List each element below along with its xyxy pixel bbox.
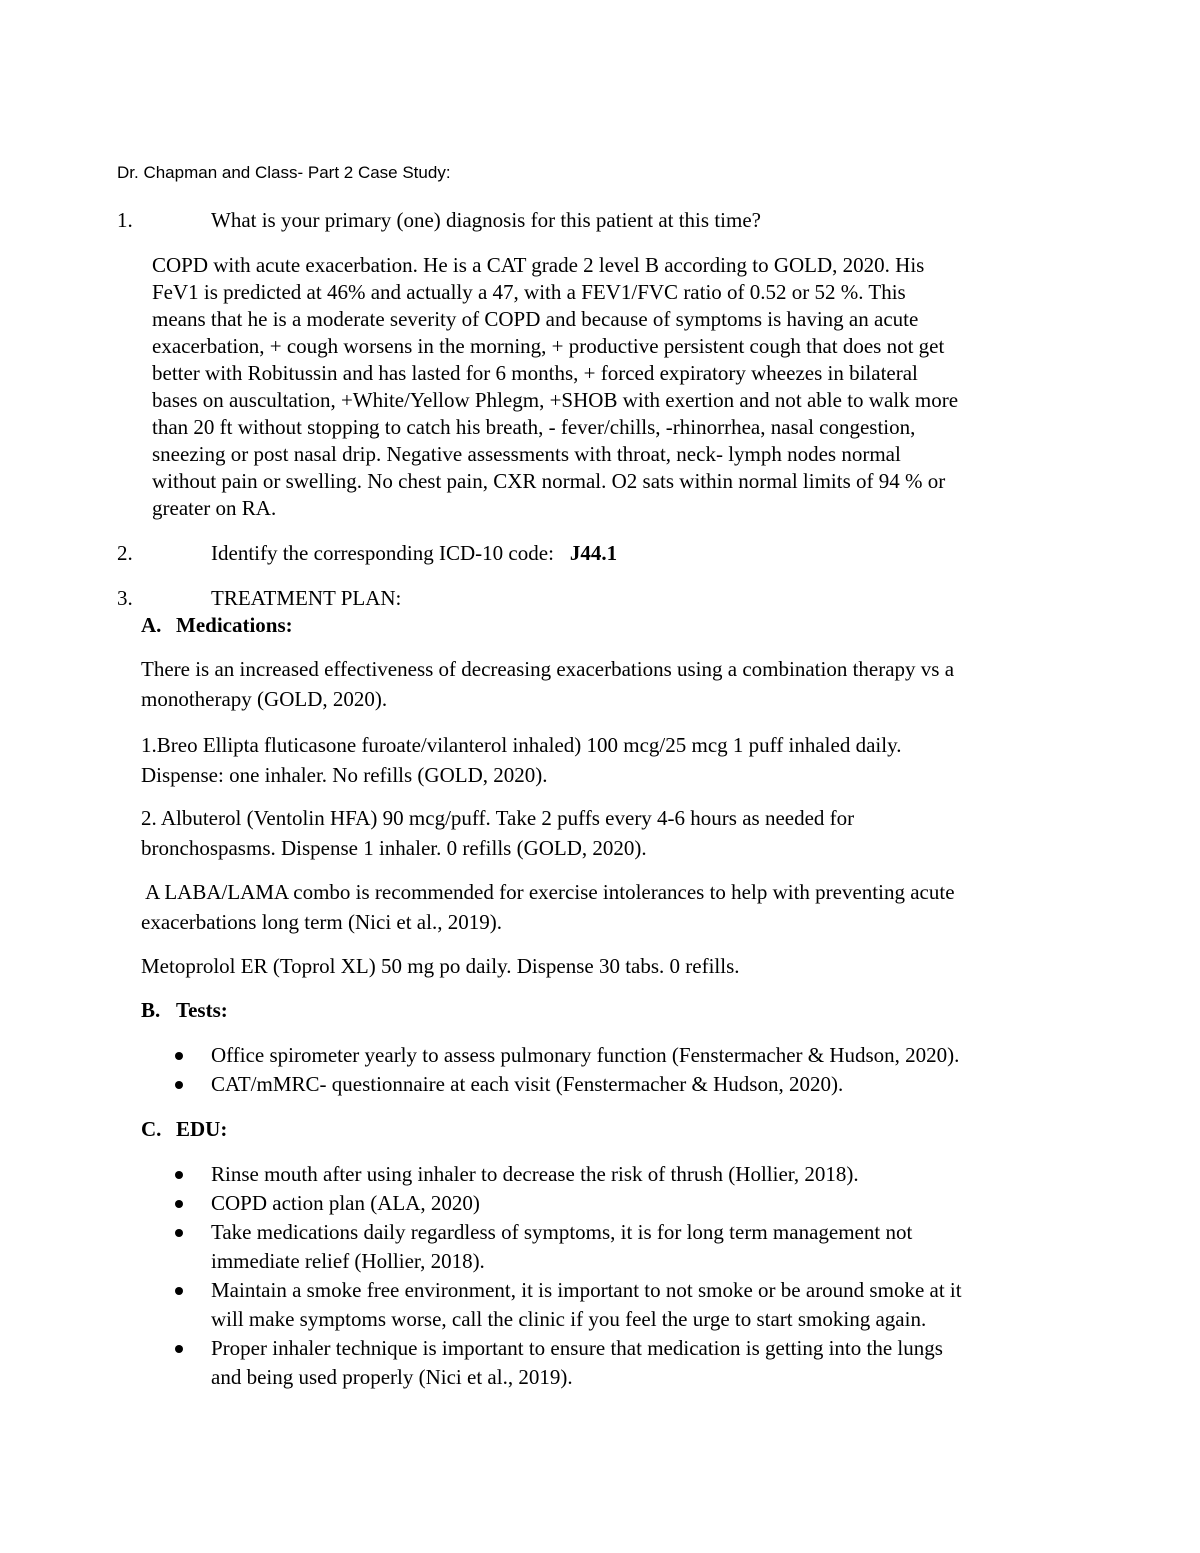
medication-albuterol xyxy=(141,803,854,863)
paragraph-line: exacerbations long term (Nici et al., 2019). xyxy=(141,910,502,934)
paragraph-line: bronchospasms. Dispense 1 inhaler. 0 refills (GOLD, 2020). xyxy=(141,836,647,860)
edu-list xyxy=(211,1160,962,1392)
list-item-line: will make symptoms worse, call the clinic if you feel the urge to start smoking again. xyxy=(211,1307,927,1331)
question-1-number: 1. xyxy=(117,208,133,232)
bullet-icon xyxy=(175,1345,183,1353)
list-item xyxy=(211,1334,962,1392)
answer-line: greater on RA. xyxy=(152,496,277,520)
list-item-line: Rinse mouth after using inhaler to decrease the risk of thrush (Hollier, 2018). xyxy=(211,1162,859,1186)
list-item-line: Office spirometer yearly to assess pulmonary function (Fenstermacher & Hudson, 2020). xyxy=(211,1043,960,1067)
paragraph-line: Dispense: one inhaler. No refills (GOLD, 2020). xyxy=(141,763,548,787)
question-2-label: Identify the corresponding ICD-10 code: xyxy=(211,541,554,565)
paragraph-line: 1.Breo Ellipta fluticasone furoate/vilanterol inhaled) 100 mcg/25 mcg 1 puff inhaled daily. xyxy=(141,733,902,757)
list-item xyxy=(211,1160,962,1189)
answer-line: COPD with acute exacerbation. He is a CAT grade 2 level B according to GOLD, 2020. His xyxy=(152,253,925,277)
question-3-number: 3. xyxy=(117,586,133,610)
paragraph-line: monotherapy (GOLD, 2020). xyxy=(141,687,388,711)
answer-line: bases on auscultation, +White/Yellow Phlegm, +SHOB with exertion and not able to walk more xyxy=(152,388,959,412)
bullet-icon xyxy=(175,1287,183,1295)
answer-line: exacerbation, + cough worsens in the morning, + productive persistent cough that does not get xyxy=(152,334,945,358)
list-item-line: Maintain a smoke free environment, it is important to not smoke or be around smoke at it xyxy=(211,1278,962,1302)
answer-line: better with Robitussin and has lasted for 6 months, + forced expiratory wheezes in bilateral xyxy=(152,361,918,385)
document-title: Dr. Chapman and Class- Part 2 Case Study: xyxy=(117,163,451,182)
answer-line: than 20 ft without stopping to catch his breath, - fever/chills, -rhinorrhea, nasal congestion, xyxy=(152,415,916,439)
list-item xyxy=(211,1041,959,1070)
question-2-number: 2. xyxy=(117,541,133,565)
list-item xyxy=(211,1189,962,1218)
section-heading-text: Medications: xyxy=(176,613,293,637)
section-letter: C. xyxy=(141,1117,162,1141)
section-letter: B. xyxy=(141,998,161,1022)
laba-lama-note xyxy=(141,877,955,937)
question-1-text: What is your primary (one) diagnosis for this patient at this time? xyxy=(211,208,761,232)
list-item-line: immediate relief (Hollier, 2018). xyxy=(211,1249,485,1273)
bullet-icon xyxy=(175,1081,183,1089)
question-1-answer xyxy=(152,252,1067,522)
list-item-line: Take medications daily regardless of symptoms, it is for long term management not xyxy=(211,1220,913,1244)
bullet-icon xyxy=(175,1171,183,1179)
tests-heading xyxy=(141,998,228,1023)
section-letter: A. xyxy=(141,613,162,637)
list-item xyxy=(211,1276,962,1334)
paragraph-line: There is an increased effectiveness of decreasing exacerbations using a combination therapy vs a xyxy=(141,657,955,681)
list-item-line: Proper inhaler technique is important to ensure that medication is getting into the lungs xyxy=(211,1336,943,1360)
answer-line: means that he is a moderate severity of COPD and because of symptoms is having an acute xyxy=(152,307,919,331)
list-item-line: CAT/mMRC- questionnaire at each visit (Fenstermacher & Hudson, 2020). xyxy=(211,1072,844,1096)
list-item xyxy=(211,1070,959,1099)
answer-line: without pain or swelling. No chest pain, CXR normal. O2 sats within normal limits of 94 % or xyxy=(152,469,946,493)
list-item xyxy=(211,1218,962,1276)
paragraph-line: Metoprolol ER (Toprol XL) 50 mg po daily. Dispense 30 tabs. 0 refills. xyxy=(141,954,740,978)
list-item-line: and being used properly (Nici et al., 2019). xyxy=(211,1365,573,1389)
paragraph-line: A LABA/LAMA combo is recommended for exercise intolerances to help with preventing acute xyxy=(141,880,955,904)
tests-list xyxy=(211,1041,959,1099)
medications-heading xyxy=(141,613,293,638)
medications-intro xyxy=(141,654,954,714)
list-item-line: COPD action plan (ALA, 2020) xyxy=(211,1191,480,1215)
answer-line: sneezing or post nasal drip. Negative assessments with throat, neck- lymph nodes normal xyxy=(152,442,901,466)
question-2-text xyxy=(211,541,617,566)
edu-heading xyxy=(141,1117,227,1142)
bullet-icon xyxy=(175,1229,183,1237)
bullet-icon xyxy=(175,1200,183,1208)
question-3-text: TREATMENT PLAN: xyxy=(211,586,402,610)
icd10-code: J44.1 xyxy=(569,541,618,565)
section-heading-text: EDU: xyxy=(176,1117,228,1141)
answer-line: FeV1 is predicted at 46% and actually a 47, with a FEV1/FVC ratio of 0.52 or 52 %. This xyxy=(152,280,906,304)
section-heading-text: Tests: xyxy=(176,998,228,1022)
bullet-icon xyxy=(175,1052,183,1060)
paragraph-line: 2. Albuterol (Ventolin HFA) 90 mcg/puff. Take 2 puffs every 4-6 hours as needed for xyxy=(141,806,855,830)
medication-breo xyxy=(141,730,901,790)
medication-metoprolol xyxy=(141,951,740,981)
